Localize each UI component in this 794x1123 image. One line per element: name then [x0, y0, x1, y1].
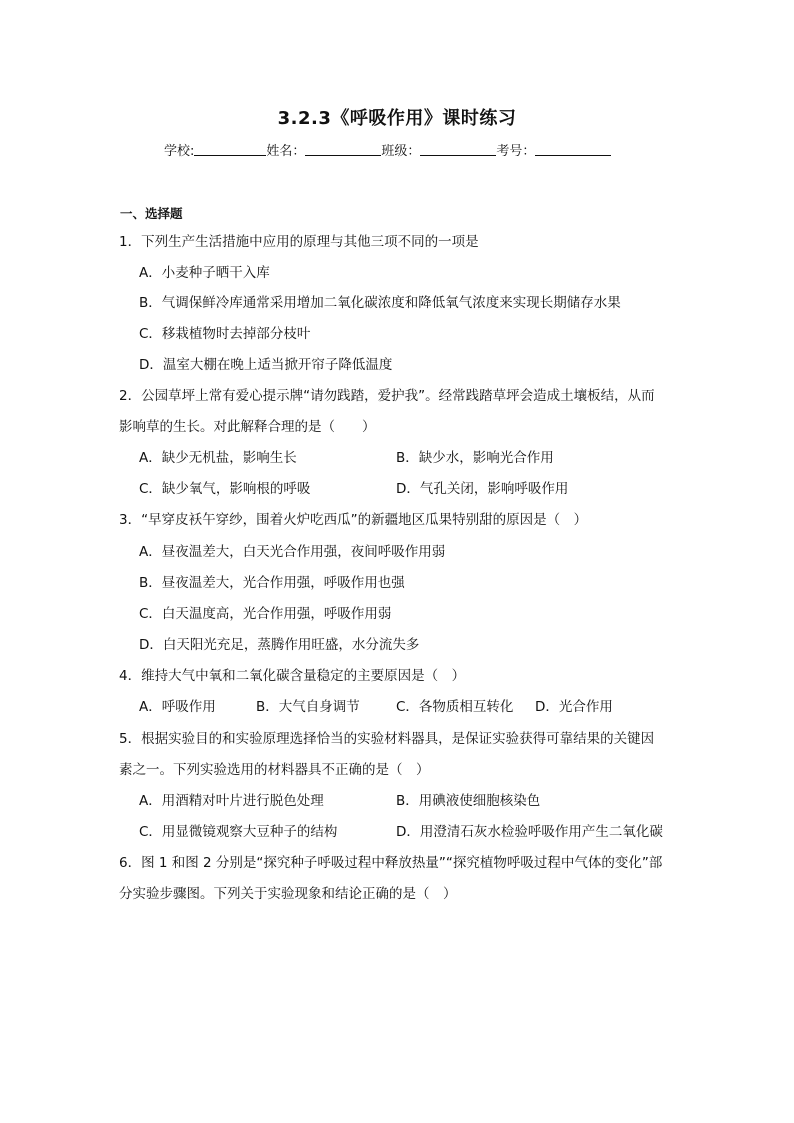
school-label: 学校: [164, 144, 195, 159]
question-5-option-d: D．用澄清石灰水检验呼吸作用产生二氧化碳 [396, 824, 663, 840]
question-3-option-b: B．昼夜温差大，光合作用强，呼吸作用也强 [139, 575, 405, 591]
question-1-stem: 1．下列生产生活措施中应用的原理与其他三项不同的一项是 [119, 234, 479, 250]
question-2-option-c: C．缺少氧气，影响根的呼吸 [139, 481, 311, 497]
question-6-stem-line-2: 分实验步骤图。下列关于实验现象和结论正确的是（ ） [119, 886, 457, 902]
question-1-option-c: C．移栽植物时去掉部分枝叶 [139, 326, 311, 342]
question-2-stem-line-1: 2．公园草坪上常有爱心提示牌“请勿践踏，爱护我”。经常践踏草坪会造成土壤板结，从而 [119, 388, 655, 404]
question-1-option-a: A．小麦种子晒干入库 [139, 265, 270, 281]
question-2-option-b: B．缺少水，影响光合作用 [396, 450, 554, 466]
name-label: 姓名： [266, 144, 306, 159]
name-blank [305, 143, 381, 156]
question-3-option-a: A．昼夜温差大，白天光合作用强，夜间呼吸作用弱 [139, 544, 446, 560]
question-3-option-c: C．白天温度高，光合作用强，呼吸作用弱 [139, 606, 392, 622]
question-4-stem: 4．维持大气中氧和二氧化碳含量稳定的主要原因是（ ） [119, 668, 466, 684]
question-5-stem-line-2: 素之一。下列实验选用的材料器具不正确的是（ ） [119, 762, 430, 778]
section-heading: 一、选择题 [120, 206, 183, 221]
question-5-stem-line-1: 5．根据实验目的和实验原理选择恰当的实验材料器具，是保证实验获得可靠结果的关键因 [119, 731, 655, 747]
question-5-option-c: C．用显微镜观察大豆种子的结构 [139, 824, 338, 840]
question-2-option-d: D．气孔关闭，影响呼吸作用 [396, 481, 569, 497]
question-1-option-d: D．温室大棚在晚上适当掀开帘子降低温度 [139, 357, 393, 373]
exam-number-blank [535, 143, 611, 156]
class-label: 班级： [381, 144, 421, 159]
exam-number-label: 考号： [496, 144, 536, 159]
question-4-option-a: A．呼吸作用 [139, 699, 216, 715]
question-4-option-c: C．各物质相互转化 [396, 699, 514, 715]
question-5-option-b: B．用碘液使细胞核染色 [396, 793, 541, 809]
question-2-option-a: A．缺少无机盐，影响生长 [139, 450, 297, 466]
question-4-option-d: D．光合作用 [535, 699, 613, 715]
question-4-option-b: B．大气自身调节 [256, 699, 360, 715]
student-info-line [164, 140, 611, 159]
question-2-stem-line-2: 影响草的生长。对此解释合理的是（ ） [119, 419, 376, 435]
question-5-option-a: A．用酒精对叶片进行脱色处理 [139, 793, 324, 809]
question-6-stem-line-1: 6．图 1 和图 2 分别是“探究种子呼吸过程中释放热量”“探究植物呼吸过程中气体的变化”部 [119, 855, 663, 871]
question-3-stem: 3．“早穿皮袄午穿纱，围着火炉吃西瓜”的新疆地区瓜果特别甜的原因是（ ） [119, 512, 588, 528]
class-blank [420, 143, 496, 156]
school-blank [194, 143, 266, 156]
question-3-option-d: D．白天阳光充足，蒸腾作用旺盛，水分流失多 [139, 637, 420, 653]
page-title: 3.2.3《呼吸作用》课时练习 [277, 108, 517, 129]
question-1-option-b: B．气调保鲜冷库通常采用增加二氧化碳浓度和降低氧气浓度来实现长期储存水果 [139, 295, 621, 311]
